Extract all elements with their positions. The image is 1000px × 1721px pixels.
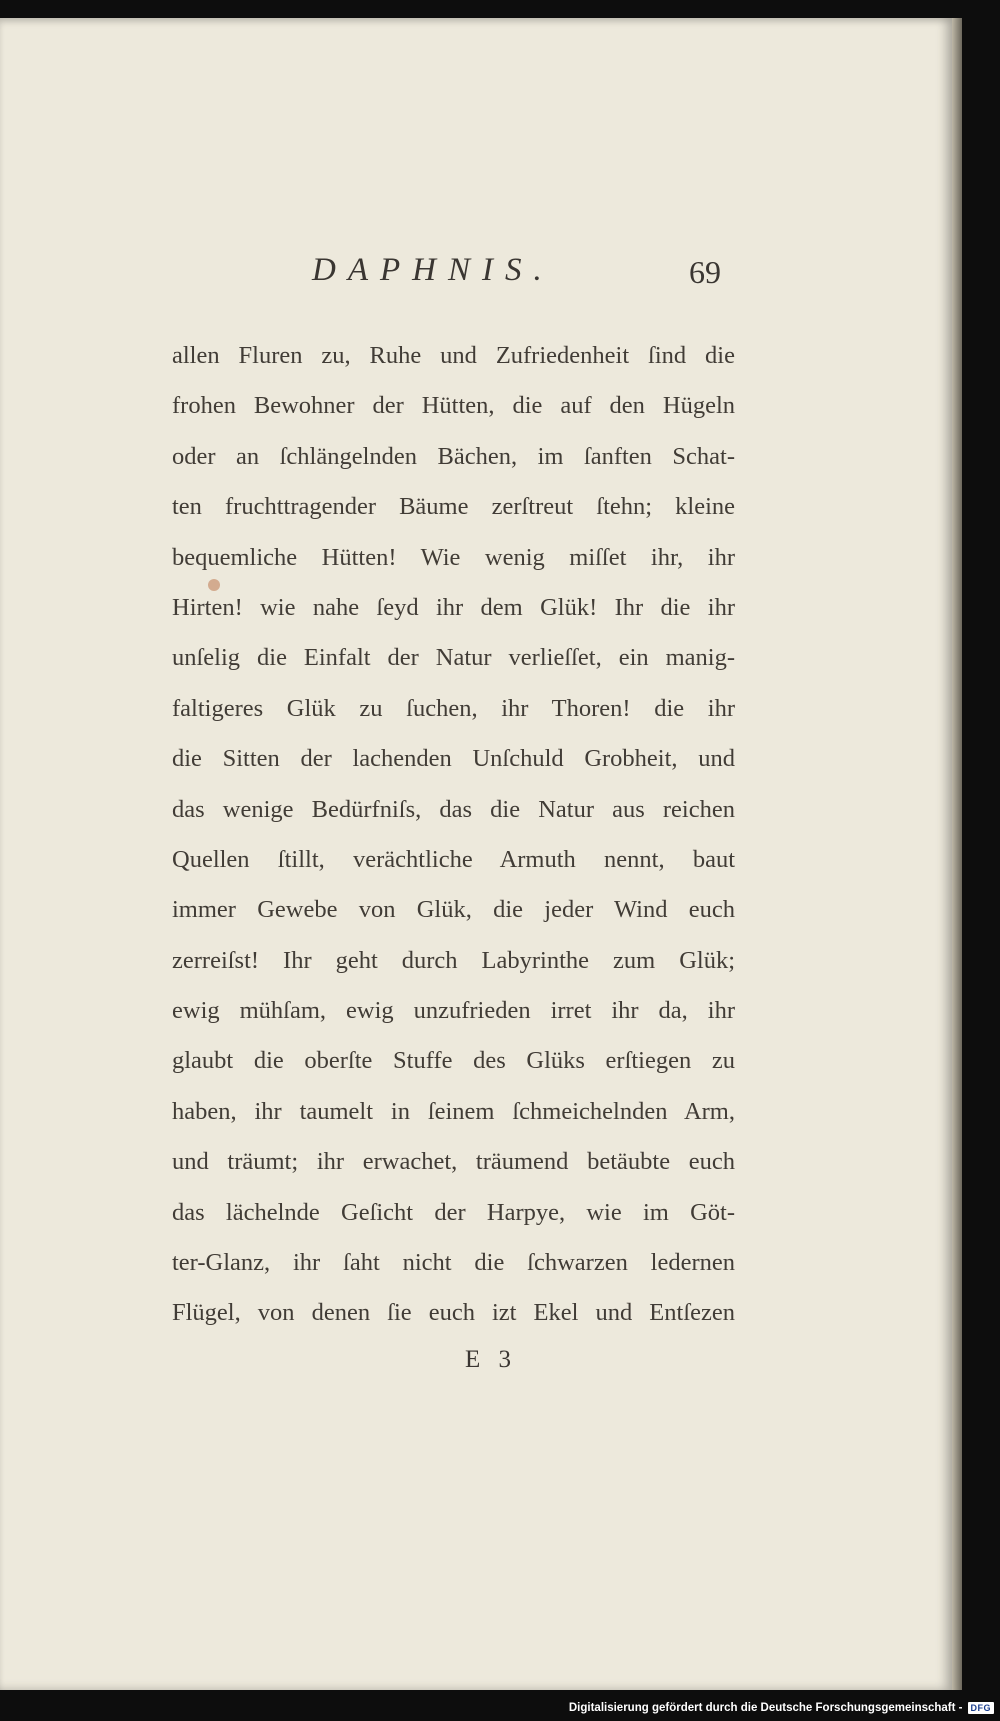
text-line: unſelig die Einfalt der Natur verlieſſet, ein manig- xyxy=(172,644,735,672)
page-number: 69 xyxy=(689,254,721,290)
text-line: bequemliche Hütten! Wie wenig miſſet ihr, ihr xyxy=(172,543,735,571)
body-text xyxy=(172,331,735,1339)
page-edge xyxy=(952,18,962,1690)
signature-mark: E 3 xyxy=(465,1346,518,1373)
text-line: das lächelnde Geſicht der Harpye, wie im Göt- xyxy=(172,1198,735,1226)
text-line: immer Gewebe von Glük, die jeder Wind euch xyxy=(172,896,735,924)
dfg-logo: DFG xyxy=(968,1702,995,1714)
text-line: ten fruchttragender Bäume zerſtreut ſtehn; kleine xyxy=(172,493,735,521)
text-line: haben, ihr taumelt in ſeinem ſchmeichelnden Arm, xyxy=(172,1097,735,1125)
digitization-credit xyxy=(569,1698,994,1718)
text-line: Quellen ſtillt, verächtliche Armuth nennt, baut xyxy=(172,845,735,873)
text-line: glaubt die oberſte Stuffe des Glüks erſtiegen zu xyxy=(172,1047,735,1075)
running-title: DAPHNIS. xyxy=(312,252,554,288)
text-line: das wenige Bedürfniſs, das die Natur aus reichen xyxy=(172,795,735,823)
text-line: allen Fluren zu, Ruhe und Zufriedenheit ſind die xyxy=(172,342,735,369)
text-line: die Sitten der lachenden Unſchuld Grobheit, und xyxy=(172,745,735,773)
text-line: und träumt; ihr erwachet, träumend betäubte euch xyxy=(172,1148,735,1176)
text-line: ter-Glanz, ihr ſaht nicht die ſchwarzen ledernen xyxy=(172,1249,735,1277)
text-line: faltigeres Glük zu ſuchen, ihr Thoren! die ihr xyxy=(172,694,735,722)
text-line: frohen Bewohner der Hütten, die auf den Hügeln xyxy=(172,392,735,420)
text-line: Flügel, von denen ſie euch izt Ekel und Entſezen xyxy=(172,1299,735,1327)
text-line: ewig mühſam, ewig unzufrieden irret ihr da, ihr xyxy=(172,997,735,1025)
text-line: oder an ſchlängelnden Bächen, im ſanften Schat- xyxy=(172,442,735,470)
text-line: Hirten! wie nahe ſeyd ihr dem Glük! Ihr die ihr xyxy=(172,593,735,621)
credit-text: Digitalisierung gefördert durch die Deutsche Forschungsgemeinschaft - xyxy=(568,1702,963,1714)
text-line: zerreiſst! Ihr geht durch Labyrinthe zum Glük; xyxy=(172,946,735,974)
page-header xyxy=(0,252,952,298)
